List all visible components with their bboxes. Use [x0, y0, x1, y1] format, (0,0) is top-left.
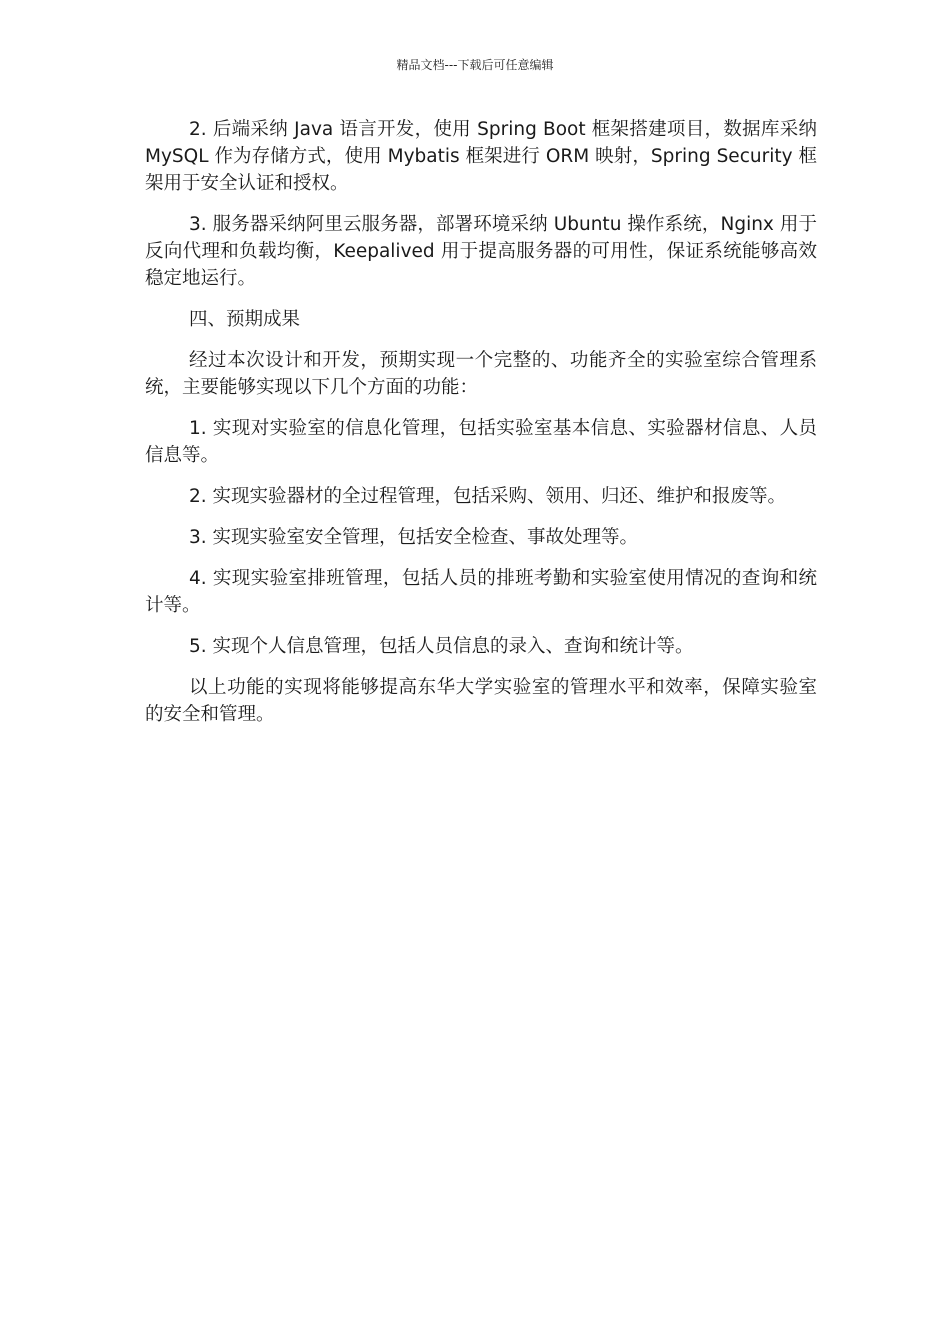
page-header: 精品文档---下载后可任意编辑	[396, 58, 554, 72]
list-item-4: 4. 实现实验室排班管理，包括人员的排班考勤和实验室使用情况的查询和统计等。	[145, 568, 817, 616]
paragraph-backend: 2. 后端采纳 Java 语言开发，使用 Spring Boot 框架搭建项目，数据库采纳 MySQL 作为存储方式，使用 Mybatis 框架进行 ORM 映射，Spring Security 框架用于安全认证和授权。	[145, 119, 817, 194]
paragraph-intro: 经过本次设计和开发，预期实现一个完整的、功能齐全的实验室综合管理系统，主要能够实现以下几个方面的功能：	[145, 350, 817, 398]
document-body	[145, 116, 817, 742]
paragraph-conclusion: 以上功能的实现将能够提高东华大学实验室的管理水平和效率，保障实验室的安全和管理。	[145, 677, 817, 725]
list-item-2: 2. 实现实验器材的全过程管理，包括采购、领用、归还、维护和报废等。	[189, 486, 787, 507]
paragraph-server: 3. 服务器采纳阿里云服务器，部署环境采纳 Ubuntu 操作系统，Nginx 用于反向代理和负载均衡，Keepalived 用于提高服务器的可用性，保证系统能够高效稳定地运行。	[145, 214, 817, 289]
section-heading-expected-results: 四、预期成果	[189, 309, 301, 330]
list-item-3: 3. 实现实验室安全管理，包括安全检查、事故处理等。	[189, 527, 639, 548]
list-item-1: 1. 实现对实验室的信息化管理，包括实验室基本信息、实验器材信息、人员信息等。	[145, 418, 817, 466]
list-item-5: 5. 实现个人信息管理，包括人员信息的录入、查询和统计等。	[189, 636, 694, 657]
